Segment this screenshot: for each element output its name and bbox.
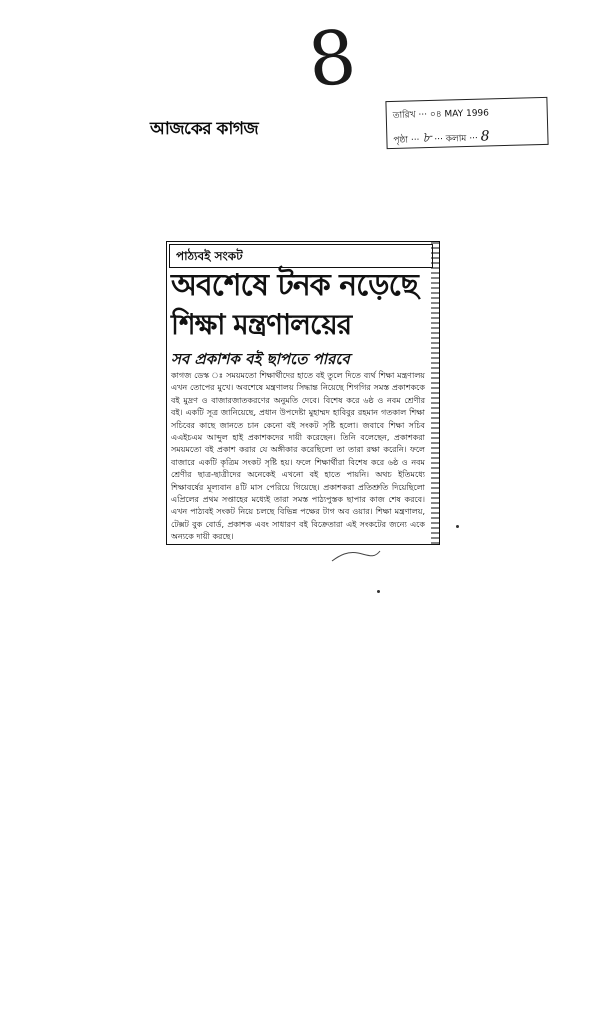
scan-speck — [456, 525, 459, 528]
newspaper-masthead: আজকের কাগজ — [150, 119, 259, 139]
article-subhead: সব প্রকাশক বই ছাপতে পারবে — [171, 350, 350, 368]
stamp-date-value: ০৪ MAY 1996 — [429, 108, 490, 120]
scan-speck — [377, 590, 380, 593]
stamp-date-row: তারিখ ··· ০৪ MAY 1996 — [392, 108, 490, 121]
stamp-page-row: পৃষ্ঠা ··· ৮ ··· কলাম ··· 8 — [393, 128, 490, 147]
article-kicker: পাঠ্যবই সংকট — [176, 249, 243, 263]
stamp-column-value: 8 — [480, 128, 490, 145]
news-clipping — [166, 241, 440, 545]
stamp-page-label: পৃষ্ঠা — [393, 135, 409, 146]
article-body: কাগজ ডেস্ক ঃ সময়মতো শিক্ষার্থীদের হাতে বই তুলে দিতে ব্যর্থ শিক্ষা মন্ত্রণালয় এখন তোপের মুখে। অবশেষে মন্ত্রণালয় সিদ্ধান্ত নিয়েছে শিগগির সমস্ত প্রকাশককে বই মুদ্রণ ও বাজারজাতকরণের অনুমতি দেবে। বিশেষ করে ৬ষ্ঠ ও নবম শ্রেণীর বই। একটি সূত্র জানিয়েছে, প্রধান উপদেষ্টা মুহাম্মদ হাবিবুর রহমান গতকাল শিক্ষা সচিবের কাছে জানতে চান কেনো বই সংকট সৃষ্টি হলো। জবাবে শিক্ষা সচিব এএইচএম আব্দুল হাই প্রকাশকদের দায়ী করেছেন। তিনি বলেছেন, প্রকাশকরা সময়মতো বই প্রকাশ করার যে অঙ্গীকার করেছিলো তা তারা রক্ষা করেনি। ফলে বাজারে একটি কৃত্রিম সংকট সৃষ্টি হয়। ফলে শিক্ষার্থীরা বিশেষ করে ৬ষ্ঠ ও নবম শ্রেণীর ছাত্র-ছাত্রীদের অনেকেই এখনো বই হাতে পায়নি। অথচ ইতিমধ্যে শিক্ষাবর্ষের মূল্যবান ৪টি মাস পেরিয়ে গিয়েছে। প্রকাশকরা প্রতিশ্রুতি দিয়েছিলো এপ্রিলের প্রথম সপ্তাহের মধ্যেই তারা সমস্ত পাঠ্যপুস্তক ছাপার কাজ শেষ করবে। এখন পাঠ্যবই সংকট নিয়ে চলছে বিভিন্ন পক্ষের টাগ অব ওয়ার। শিক্ষা মন্ত্রণালয়, টেক্সট বুক বোর্ড, প্রকাশক এবং সাধারণ বই বিক্রেতারা এই সংকটের জন্যে একে অন্যকে দায়ী করছে। — [171, 371, 425, 542]
headline-line-1: অবশেষে টনক নড়েছে — [171, 268, 418, 303]
handwritten-page-number: 8 — [304, 13, 360, 105]
stray-pen-mark — [330, 545, 400, 565]
stamp-column-label: কলাম — [445, 134, 467, 145]
stamp-date-label: তারিখ — [392, 110, 416, 121]
archive-stamp — [385, 97, 548, 149]
kicker-box — [169, 244, 433, 268]
headline-line-2: শিক্ষা মন্ত্রণালয়ের — [171, 308, 352, 341]
stamp-page-value: ৮ — [422, 129, 432, 147]
